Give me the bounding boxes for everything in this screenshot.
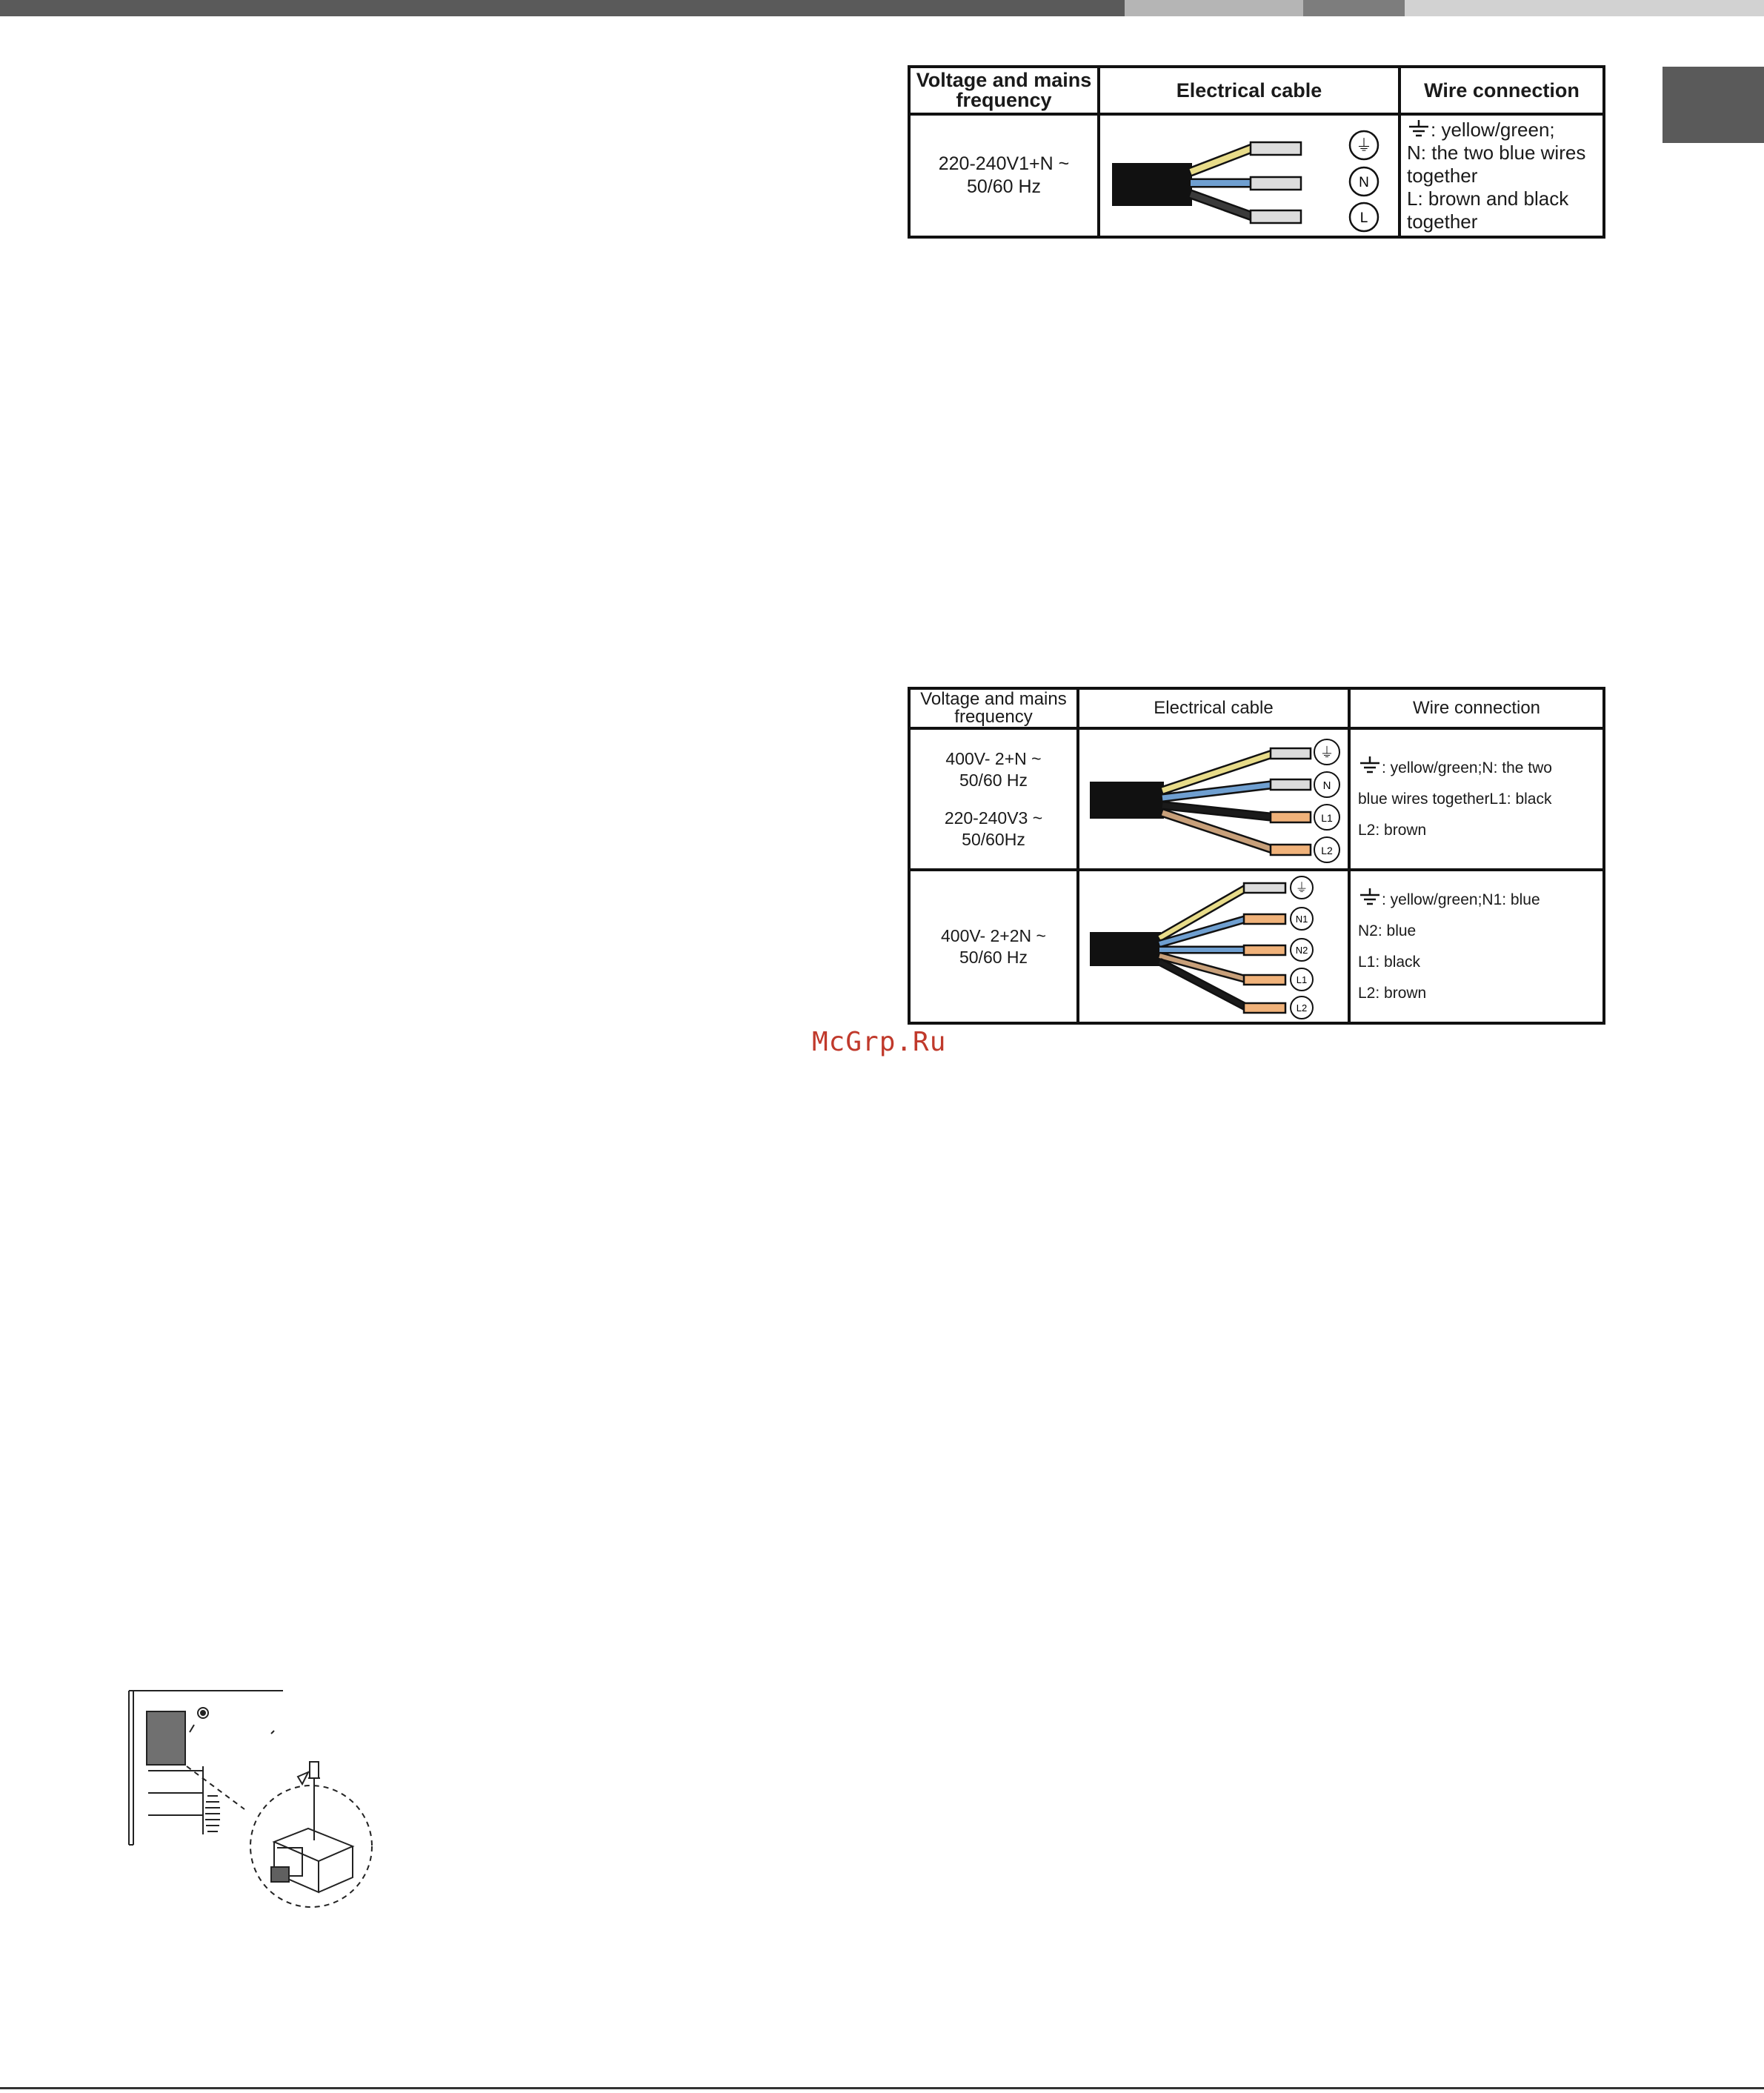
- header-wire-connection: Wire connection: [1349, 688, 1604, 728]
- terminal-label-earth: ⏚: [1295, 881, 1308, 896]
- header-voltage: Voltage and mains frequency: [909, 67, 1099, 114]
- wire-line: N2: blue: [1358, 922, 1417, 939]
- terminal-4: [1244, 975, 1285, 985]
- wire-line: : yellow/green;N1: blue: [1358, 885, 1602, 916]
- cable-4-wire-diagram: [1079, 731, 1345, 867]
- voltage-line: 400V- 2+2N ~: [941, 925, 1046, 945]
- section-side-tab: [1663, 67, 1764, 143]
- terminal-1: [1251, 142, 1301, 155]
- wire-line-n: N: the two blue wires together: [1407, 141, 1586, 187]
- terminal-4: [1271, 845, 1311, 855]
- wire-table-single-phase: [908, 65, 1605, 239]
- wire-connection-cell: [1399, 114, 1604, 237]
- top-bar-segment-mid: [1303, 0, 1405, 16]
- cable-illustration-cell: [1078, 870, 1349, 1023]
- wire-table-multi-phase: [908, 687, 1605, 1025]
- header-cable: Electrical cable: [1099, 67, 1399, 114]
- terminal-2: [1251, 177, 1301, 190]
- zoom-line: [187, 1766, 244, 1809]
- ground-icon: [1407, 119, 1431, 138]
- bottom-rule: [0, 2087, 1764, 2089]
- terminal-label-l: L: [1359, 210, 1368, 226]
- terminal-box-illustration: [126, 1689, 393, 1911]
- wire-line-l: L: brown and black together: [1407, 187, 1569, 233]
- wire-line: L1: black: [1358, 953, 1421, 971]
- top-bar-segment-pale: [1405, 0, 1764, 16]
- voltage-line: 220-240V3 ~: [944, 808, 1043, 828]
- terminal-label-l1: L1: [1321, 812, 1333, 824]
- wire-connection-cell: [1349, 870, 1604, 1023]
- header-wire-connection: Wire connection: [1399, 67, 1604, 114]
- cable-3-wire-diagram: [1100, 117, 1395, 234]
- frequency-line: 50/60 Hz: [959, 770, 1028, 790]
- wire-line: L2: brown: [1358, 821, 1427, 839]
- terminal-3: [1271, 812, 1311, 822]
- wire-line: : yellow/green;N: the two: [1358, 753, 1602, 784]
- cable-sheath: [1090, 932, 1161, 966]
- voltage-cell: [909, 114, 1099, 237]
- wire-line: L2: brown: [1358, 984, 1427, 1002]
- terminal-cover: [147, 1711, 185, 1765]
- terminal-label-l2: L2: [1321, 845, 1333, 856]
- terminal-5: [1244, 1003, 1285, 1013]
- watermark-text: McGrp.Ru: [812, 1027, 947, 1057]
- voltage-cell: [909, 870, 1078, 1023]
- arrow: [298, 1772, 308, 1784]
- cable-sheath: [1112, 163, 1192, 206]
- top-color-bar: [0, 0, 1764, 16]
- frequency-line: 50/60 Hz: [959, 947, 1028, 967]
- ground-icon: [1358, 887, 1382, 906]
- wire-connection-cell: [1349, 728, 1604, 870]
- top-bar-segment-light: [1125, 0, 1303, 16]
- ground-icon: [1358, 755, 1382, 774]
- cable-plug: [271, 1867, 289, 1882]
- wire-line: blue wires togetherL1: black: [1358, 790, 1552, 808]
- terminal-label-l1: L1: [1296, 974, 1308, 985]
- terminal-label-n2: N2: [1295, 945, 1308, 956]
- wire-line-earth: : yellow/green;: [1407, 119, 1602, 142]
- cable-illustration-cell: [1099, 114, 1399, 237]
- top-bar-segment-dark: [0, 0, 1125, 16]
- frequency-line: 50/60Hz: [962, 829, 1025, 849]
- terminal-2: [1244, 914, 1285, 924]
- cable-5-wire-diagram: [1079, 873, 1345, 1020]
- cable-sheath: [1090, 782, 1164, 819]
- terminal-label-earth: ⏚: [1355, 137, 1373, 156]
- terminal-label-n1: N1: [1295, 914, 1308, 925]
- terminal-label-l2: L2: [1296, 1002, 1308, 1014]
- terminal-label-n: N: [1359, 175, 1369, 190]
- cable-illustration-cell: [1078, 728, 1349, 870]
- header-voltage: Voltage and mains frequency: [909, 688, 1078, 728]
- frequency-line: 50/60 Hz: [966, 176, 1042, 197]
- voltage-line: 400V- 2+N ~: [945, 748, 1042, 768]
- voltage-line: 220-240V1+N ~: [938, 153, 1070, 174]
- voltage-cell: [909, 728, 1078, 870]
- terminal-3: [1244, 945, 1285, 955]
- header-cable: Electrical cable: [1078, 688, 1349, 728]
- terminal-1: [1244, 883, 1285, 893]
- terminal-3: [1251, 210, 1301, 223]
- terminal-label-n: N: [1322, 779, 1331, 792]
- terminal-label-earth: ⏚: [1319, 745, 1334, 761]
- vent-slots: [205, 1796, 220, 1831]
- terminal-2: [1271, 779, 1311, 790]
- terminal-1: [1271, 748, 1311, 759]
